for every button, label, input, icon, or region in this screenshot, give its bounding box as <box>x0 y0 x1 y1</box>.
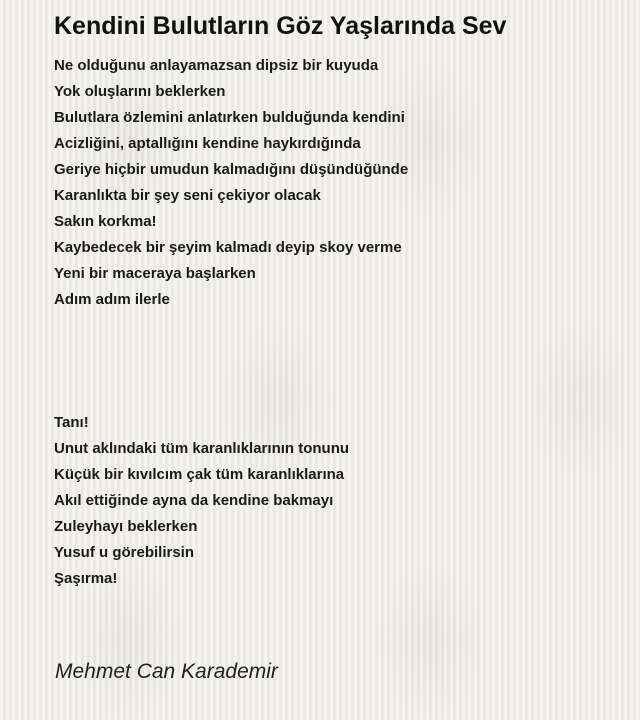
poem-line: Zuleyhayı beklerken <box>54 518 198 535</box>
poem-line: Akıl ettiğinde ayna da kendine bakmayı <box>54 492 334 509</box>
poem-line: Yusuf u görebilirsin <box>54 544 195 561</box>
poem-line: Küçük bir kıvılcım çak tüm karanlıklarına <box>54 466 345 483</box>
poem-line: Tanı! <box>54 414 89 431</box>
poem-line: Bulutlara özlemini anlatırken bulduğunda kendini <box>54 109 405 126</box>
stanza-2 <box>54 410 624 592</box>
poem-title: Kendini Bulutların Göz Yaşlarında Sev <box>54 12 507 40</box>
poem-author: Mehmet Can Karademir <box>55 660 278 683</box>
stanza-1 <box>54 53 624 313</box>
poem-line: Unut aklındaki tüm karanlıklarının tonunu <box>54 440 350 457</box>
poem-line: Acizliğini, aptallığını kendine haykırdığında <box>54 135 361 152</box>
poem-line: Ne olduğunu anlayamazsan dipsiz bir kuyuda <box>54 57 379 74</box>
poem-line: Sakın korkma! <box>54 213 157 230</box>
poem-line: Yeni bir maceraya başlarken <box>54 265 256 282</box>
poem-line: Şaşırma! <box>54 570 118 587</box>
poem-line: Yok oluşlarını beklerken <box>54 83 226 100</box>
poem-line: Karanlıkta bir şey seni çekiyor olacak <box>54 187 321 204</box>
poem-line: Geriye hiçbir umudun kalmadığını düşündüğünde <box>54 161 409 178</box>
poem-container <box>54 8 624 592</box>
poem-line: Kaybedecek bir şeyim kalmadı deyip skoy verme <box>54 239 402 256</box>
poem-line: Adım adım ilerle <box>54 291 170 308</box>
